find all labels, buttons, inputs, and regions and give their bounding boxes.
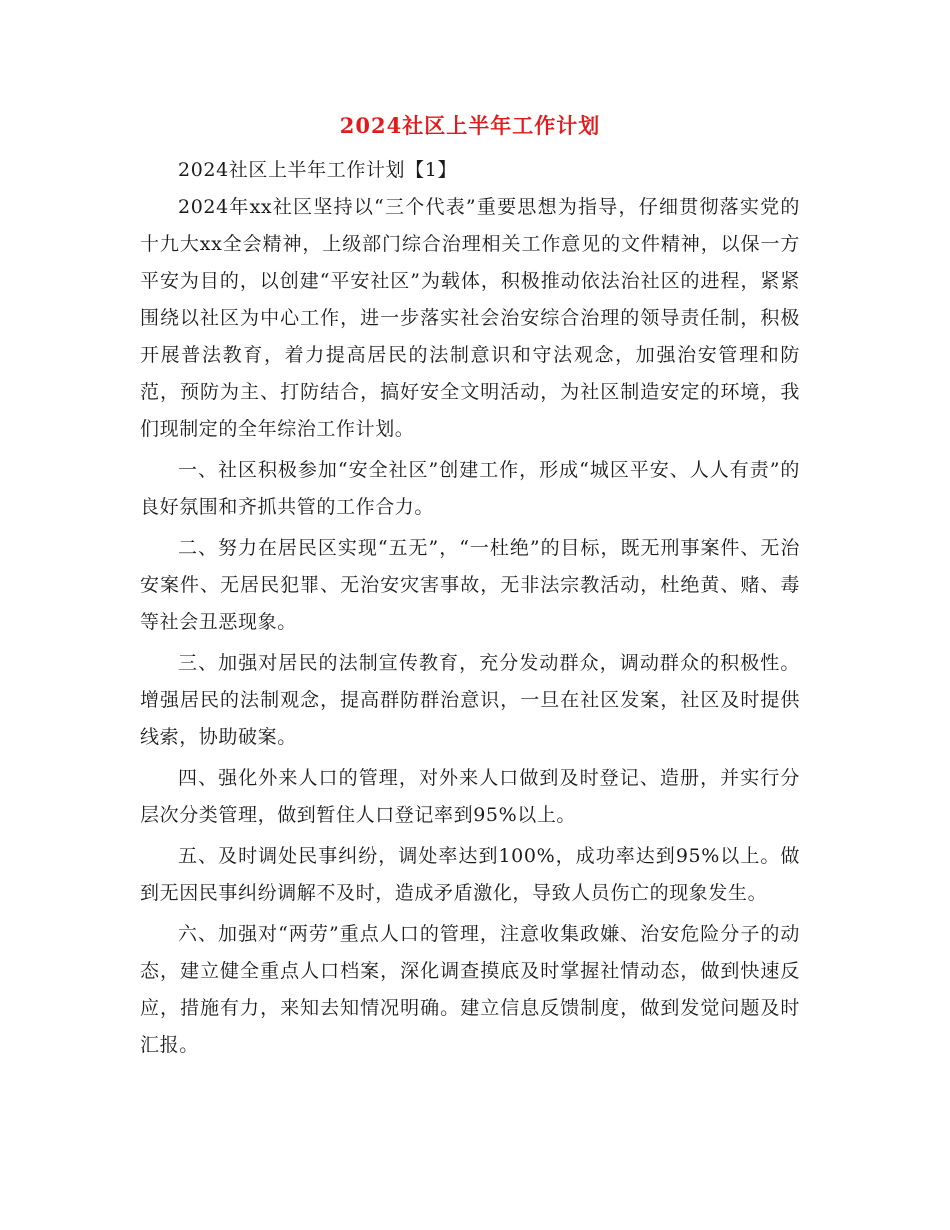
document-title: 2024社区上半年工作计划	[339, 113, 601, 138]
section-heading: 2024社区上半年工作计划【1】	[178, 159, 458, 181]
paragraph-intro: 2024年xx社区坚持以“三个代表”重要思想为指导，仔细贯彻落实党的十九大xx全会精神，上级部门综合治理相关工作意见的文件精神，以保一方平安为目的，以创建“平安社区”为载体，积极推动依法治社区的进程，紧紧围绕以社区为中心工作，进一步落实社会治安综合治理的领导责任制，积极开展普法教育，着力提高居民的法制意识和守法观念，加强治安管理和防范，预防为主、打防结合，搞好安全文明活动，为社区制造安定的环境，我们现制定的全年综治工作计划。	[140, 196, 800, 440]
paragraph-item-5: 五、及时调处民事纠纷，调处率达到100%，成功率达到95%以上。做到无因民事纠纷调解不及时，造成矛盾激化，导致人员伤亡的现象发生。	[140, 845, 800, 904]
paragraph-item-1: 一、社区积极参加“安全社区”创建工作，形成“城区平安、人人有责”的良好氛围和齐抓共管的工作合力。	[140, 459, 800, 518]
paragraph-item-6: 六、加强对“两劳”重点人口的管理，注意收集政嫌、治安危险分子的动态，建立健全重点人口档案，深化调查摸底及时掌握社情动态，做到快速反应，措施有力，来知去知情况明确。建立信息反馈制度，做到发觉问题及时汇报。	[140, 923, 800, 1056]
document-page	[140, 110, 800, 1064]
paragraph-item-4: 四、强化外来人口的管理，对外来人口做到及时登记、造册，并实行分层次分类管理，做到暂住人口登记率到95%以上。	[140, 767, 800, 826]
paragraph-item-2: 二、努力在居民区实现“五无”，“一杜绝”的目标，既无刑事案件、无治安案件、无居民犯罪、无治安灾害事故，无非法宗教活动，杜绝黄、赌、毒等社会丑恶现象。	[140, 537, 800, 633]
paragraph-item-3: 三、加强对居民的法制宣传教育，充分发动群众，调动群众的积极性。增强居民的法制观念，提高群防群治意识，一旦在社区发案，社区及时提供线索，协助破案。	[140, 652, 800, 748]
